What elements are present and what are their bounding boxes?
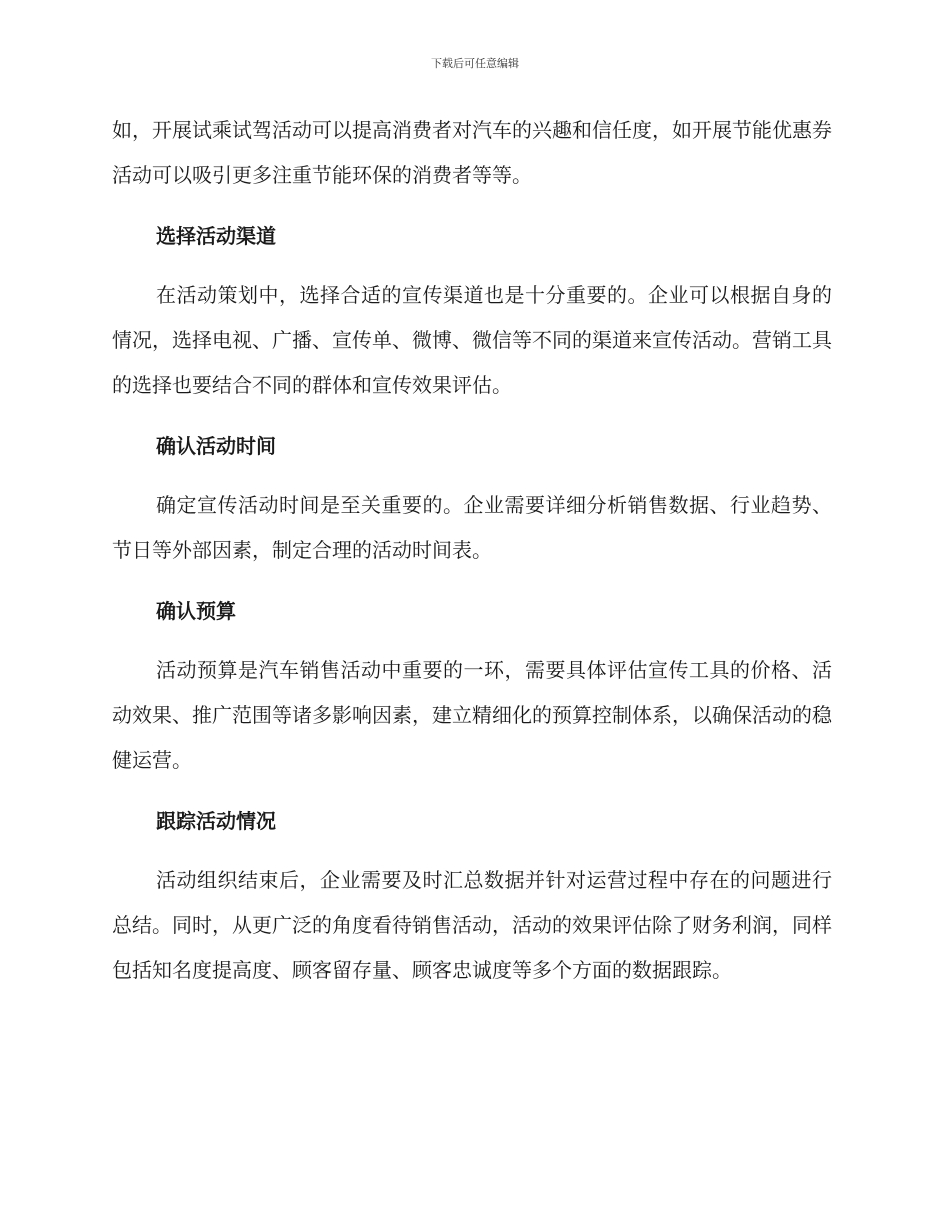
paragraph-track-activity: 活动组织结束后，企业需要及时汇总数据并针对运营过程中存在的问题进行总结。同时，从更广泛的角度看待销售活动，活动的效果评估除了财务利润，同样包括知名度提高度、顾客留存量、顾客忠诚度等多个方面的数据跟踪。: [112, 868, 832, 982]
paragraph-confirm-time: 确定宣传活动时间是至关重要的。企业需要详细分析销售数据、行业趋势、节日等外部因素，制定合理的活动时间表。: [112, 493, 832, 562]
heading-track-activity: 跟踪活动情况: [156, 809, 276, 833]
heading-confirm-time: 确认活动时间: [156, 434, 276, 458]
paragraph-intro-continuation: 如，开展试乘试驾活动可以提高消费者对汽车的兴趣和信任度，如开展节能优惠券活动可以吸引更多注重节能环保的消费者等等。: [112, 118, 832, 187]
page-header: 下载后可任意编辑: [431, 57, 519, 70]
heading-select-channel: 选择活动渠道: [156, 224, 276, 248]
heading-confirm-budget: 确认预算: [156, 599, 236, 623]
document-body: [112, 108, 832, 993]
paragraph-select-channel: 在活动策划中，选择合适的宣传渠道也是十分重要的。企业可以根据自身的情况，选择电视、广播、宣传单、微博、微信等不同的渠道来宣传活动。营销工具的选择也要结合不同的群体和宣传效果评估。: [112, 283, 832, 397]
paragraph-confirm-budget: 活动预算是汽车销售活动中重要的一环，需要具体评估宣传工具的价格、活动效果、推广范围等诸多影响因素，建立精细化的预算控制体系，以确保活动的稳健运营。: [112, 658, 832, 772]
